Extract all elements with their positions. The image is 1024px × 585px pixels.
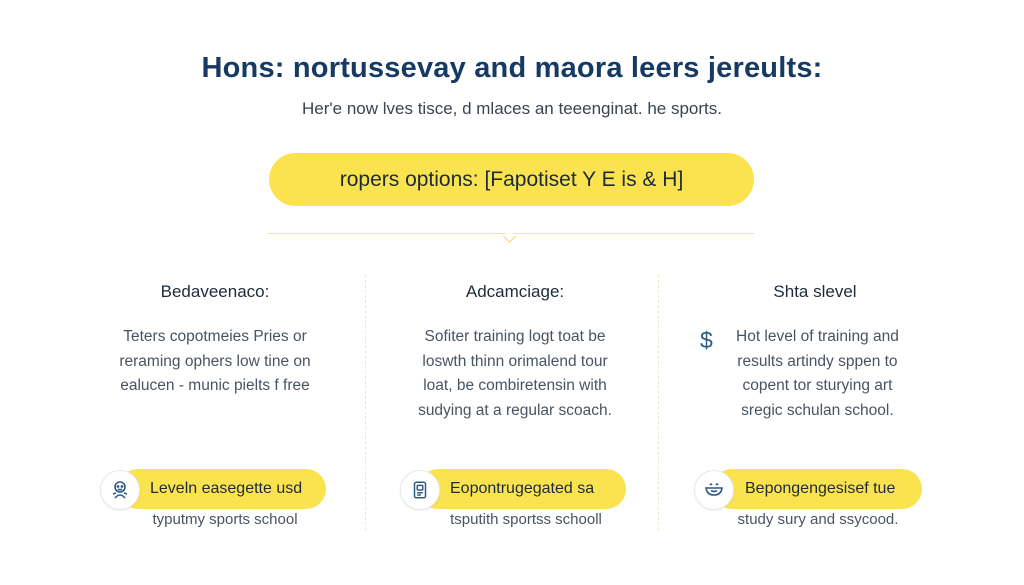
body-line: reraming ophers low tine on — [119, 352, 311, 370]
badge-button-3[interactable] — [712, 469, 922, 509]
body-line: sudying at a regular scoach. — [418, 401, 612, 419]
badge-button-1[interactable] — [118, 469, 326, 509]
badge-caption: typutmy sports school — [152, 511, 298, 528]
body-line: Teters copotmeies Pries or — [123, 328, 307, 345]
column-body — [395, 325, 635, 423]
options-pill-label: ropers options: [Fapotiset Y E is & H] — [339, 167, 684, 191]
child-face-icon — [100, 470, 140, 510]
body-line: Hot level of training and — [736, 328, 899, 345]
smile-bowl-icon — [694, 470, 734, 510]
column-separator — [658, 275, 659, 530]
body-line: copent tor sturying art — [742, 377, 893, 394]
column-heading: Bedaveenaco: — [160, 282, 270, 301]
column-heading: Shta slevel — [773, 282, 857, 301]
badge-label: Bepongengesisef tue — [745, 480, 896, 497]
body-line: results artindy sppen to — [737, 352, 898, 370]
badge-label: Eopontrugegated sa — [450, 480, 595, 497]
options-pill[interactable] — [269, 153, 754, 206]
badge-caption: study sury and ssycood. — [737, 511, 899, 528]
column-heading: Adcamciage: — [465, 282, 565, 301]
body-line: loat, be combiretensin with — [423, 377, 607, 394]
column-2 — [395, 282, 635, 423]
body-line: sregic schulan school. — [741, 401, 894, 419]
dollar-icon: $ — [700, 327, 713, 353]
body-line: Sofiter training logt toat be — [424, 328, 606, 345]
body-line: ealucen - munic pielts f free — [120, 377, 310, 394]
column-body — [100, 325, 330, 399]
document-icon — [400, 470, 440, 510]
page-title: Hons: nortussevay and maora leers jereults: — [201, 52, 823, 84]
body-line: loswth thinn orimalend tour — [422, 352, 608, 370]
column-1 — [100, 282, 330, 399]
column-separator — [365, 275, 366, 530]
badge-button-2[interactable] — [418, 469, 626, 509]
page-subtitle: Her'e now lves tisce, d mlaces an teeenginat. he sports. — [302, 99, 722, 118]
badge-caption: tsputith sportss schooll — [450, 511, 602, 528]
column-3 — [700, 282, 930, 423]
badge-label: Leveln easegette usd — [150, 480, 303, 497]
column-body — [736, 325, 899, 423]
